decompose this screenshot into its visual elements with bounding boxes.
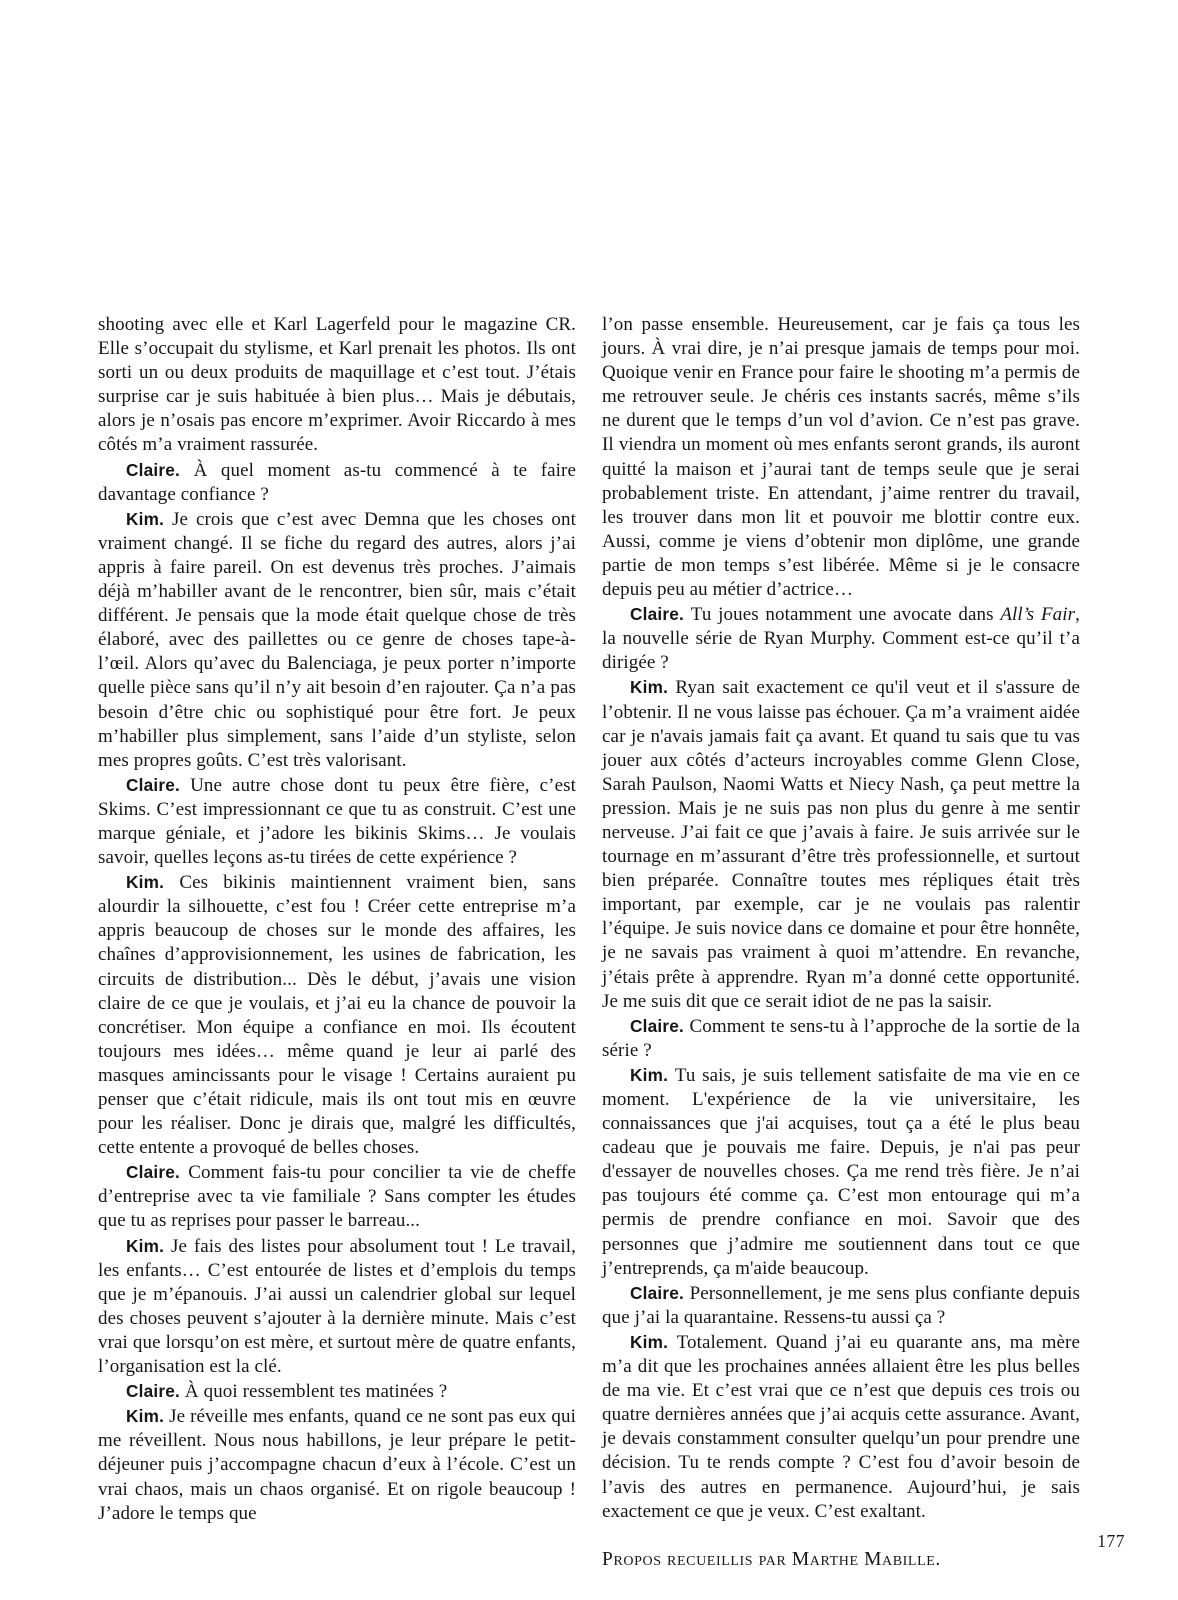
body-text: À quoi ressemblent tes matinées ?	[184, 1381, 448, 1403]
body-text: Totalement. Quand j’ai eu quarante ans, ma mère m’a dit que les prochaines années allaient être les plus belles de ma vie. Et c’est vrai que ce n’est que depuis ces trois ou quatre dernières années que j’ai acquis cette assurance. Avant, je devais constamment consulter quelqu’un pour prendre une décision. Tu te rends compte ? C’est fou d’avoir besoin de l’avis des autres en permanence. Aujourd’hui, je sais exactement ce que je veux. C’est exaltant.	[602, 1331, 1080, 1522]
paragraph	[602, 1330, 1080, 1524]
speaker-label: Claire.	[630, 1282, 690, 1303]
speaker-label: Kim.	[630, 1064, 675, 1085]
body-text: Tu sais, je suis tellement satisfaite de ma vie en ce moment. L'expérience de la vie universitaire, les connaissances que j'ai acquises, tout ça a été le plus beau cadeau que je pouvais me faire. Depuis, je n'ai pas peur d'essayer de nouvelles choses. Ça me rend très fière. Je n’ai pas toujours été comme ça. C’est mon entourage qui m’a permis de prendre confiance en moi. Savoir que des personnes que j’admire me soutiennent dans tout ce que j’entreprends, ça m'aide beaucoup.	[602, 1064, 1080, 1279]
paragraph	[98, 313, 576, 458]
paragraph	[98, 458, 576, 507]
paragraph	[602, 602, 1080, 675]
paragraph	[98, 1234, 576, 1380]
paragraph	[602, 675, 1080, 1013]
italic-text: All’s Fair	[1000, 604, 1076, 626]
paragraph	[98, 507, 576, 773]
speaker-label: Kim.	[630, 677, 676, 698]
body-text: Ces bikinis maintiennent vraiment bien, sans alourdir la silhouette, c’est fou ! Créer cette entreprise m’a appris beaucoup de choses sur le monde des affaires, les chaînes d’approvisionnement, les usines de fabrication, les circuits de distribution... Dès le début, j’avais une vision claire de ce que je voulais, et j’ai eu la chance de pouvoir la concrétiser. Mon équipe a confiance en moi. Ils écoutent toujours mes idées… même quand je leur ai parlé des masques amincissants pour le visage ! Certains auraient pu penser que c’était ridicule, mais ils ont tout mis en œuvre pour les réaliser. Donc je dirais que, malgré les difficultés, cette entente a provoqué de belles choses.	[98, 872, 576, 1159]
speaker-label: Kim.	[126, 1406, 170, 1427]
paragraph	[602, 1281, 1080, 1330]
body-text: Comment fais-tu pour concilier ta vie de cheffe d’entreprise avec ta vie familiale ? Sans compter les études que tu as reprises pour passer le barreau...	[98, 1162, 576, 1232]
body-text: Je réveille mes enfants, quand ce ne sont pas eux qui me réveillent. Nous nous habillons, je leur prépare le petit-déjeuner puis j’accompagne chacun d’eux à l’école. C’est un vrai chaos, mais un chaos organisé. Et on rigole beaucoup ! J’adore le temps que	[98, 1406, 576, 1524]
body-text: Personnellement, je me sens plus confiante depuis que j’ai la quarantaine. Ressens-tu aussi ça ?	[602, 1282, 1080, 1328]
body-text: Une autre chose dont tu peux être fière, c’est Skims. C’est impressionnant ce que tu as construit. C’est une marque géniale, et j’adore les bikinis Skims… Je voulais savoir, quelles leçons as-tu tirées de cette expérience ?	[98, 774, 576, 869]
speaker-label: Claire.	[126, 459, 194, 480]
body-text: Comment te sens-tu à l’approche de la sortie de la série ?	[602, 1015, 1081, 1061]
paragraph	[98, 1404, 576, 1525]
speaker-label: Kim.	[126, 508, 173, 529]
body-text: À quel moment as-tu commencé à te faire davantage confiance ?	[98, 459, 576, 505]
byline: Propos recueillis par Marthe Mabille.	[602, 1548, 941, 1570]
text-column-left	[98, 313, 576, 1572]
body-text: Je fais des listes pour absolument tout ! Le travail, les enfants… C’est entourée de listes et d’emplois du temps que je m’épanouis. J’ai aussi un calendrier global sur lequel des choses peuvent s’ajouter à la dernière minute. Mais c’est vrai que lorsqu’on est mère, et surtout mère de quatre enfants, l’organisation est la clé.	[98, 1235, 576, 1378]
paragraph	[98, 1160, 576, 1233]
body-text: shooting avec elle et Karl Lagerfeld pour le magazine CR. Elle s’occupait du stylisme, et Karl prenait les photos. Ils ont sorti un ou deux produits de maquillage et c’est tout. J’étais surprise car je suis habituée à bien plus… Mais je débutais, alors je n’osais pas encore m’exprimer. Avoir Riccardo à mes côtés m’a vraiment rassurée.	[98, 314, 576, 456]
text-column-right	[602, 313, 1080, 1572]
paragraph	[98, 773, 576, 870]
speaker-label: Kim.	[126, 872, 180, 893]
body-text: l’on passe ensemble. Heureusement, car je fais ça tous les jours. À vrai dire, je n’ai presque jamais de temps pour moi. Quoique venir en France pour faire le shooting m’a permis de me retrouver seule. Je chéris ces instants sacrés, même s’ils ne durent que le temps d’un vol d’avion. Ce n’est pas grave. Il viendra un moment où mes enfants seront grands, ils auront quitté la maison et j’aurai tant de temps seule que je serai probablement triste. En attendant, j’aime rentrer du travail, les trouver dans mon lit et pouvoir me blottir contre eux. Aussi, comme je viens d’obtenir mon diplôme, une grande partie de mon temps s’est libérée. Même si je le consacre depuis peu au métier d’actrice…	[602, 314, 1080, 601]
speaker-label: Kim.	[630, 1331, 677, 1352]
speaker-label: Claire.	[630, 1015, 690, 1036]
speaker-label: Claire.	[126, 1162, 189, 1183]
speaker-label: Kim.	[126, 1235, 171, 1256]
body-text: Je crois que c’est avec Demna que les choses ont vraiment changé. Il se fiche du regard des autres, alors j’ai appris à faire pareil. On est devenus très proches. J’aimais déjà m’habiller avant de le rencontrer, bien sûr, mais c’était différent. Je pensais que la mode était quelque chose de très élaboré, avec des paillettes ou ce genre de choses tape-à-l’œil. Alors qu’avec du Balenciaga, je peux porter n’importe quelle pièce sans qu’il n’y ait besoin d’en rajouter. Ça n’a pas besoin d’être chic ou sophistiqué pour être fort. Je peux m’habiller plus simplement, sans l’aide d’un styliste, selon mes propres goûts. C’est très valorisant.	[98, 508, 576, 771]
body-text: , la nouvelle série de Ryan Murphy. Comment est-ce qu’il t’a dirigée ?	[602, 604, 1080, 674]
article-body	[98, 313, 1080, 1572]
body-text: Ryan sait exactement ce qu'il veut et il s'assure de l’obtenir. Il ne vous laisse pas échouer. Ça m’a vraiment aidée car je n'avais jamais fait ça avant. Et quand tu sais que tu vas jouer aux côtés d’acteurs incroyables comme Glenn Close, Sarah Paulson, Naomi Watts et Niecy Nash, ça peut mettre la pression. Mais je ne suis pas non plus du genre à me sentir nerveuse. J’ai fait ce que j’avais à faire. Je suis arrivée sur le tournage en m’assurant d’être très professionnelle, et surtout bien préparée. Connaître toutes mes répliques était très important, par exemple, car je ne voulais pas ralentir l’équipe. Je suis novice dans ce domaine et pour être honnête, je ne savais pas vraiment à quoi m’attendre. En revanche, j’étais prête à apprendre. Ryan m’a donné cette opportunité. Je me suis dit que ce serait idiot de ne pas la saisir.	[602, 677, 1080, 1012]
paragraph	[602, 1014, 1080, 1063]
speaker-label: Claire.	[126, 1381, 185, 1402]
paragraph	[602, 1063, 1080, 1281]
body-text: Tu joues notamment une avocate dans	[690, 604, 1001, 626]
paragraph	[602, 313, 1080, 602]
speaker-label: Claire.	[630, 604, 691, 625]
speaker-label: Claire.	[126, 774, 191, 795]
page-number: 177	[1097, 1531, 1125, 1551]
paragraph	[98, 1379, 576, 1404]
paragraph	[98, 870, 576, 1160]
